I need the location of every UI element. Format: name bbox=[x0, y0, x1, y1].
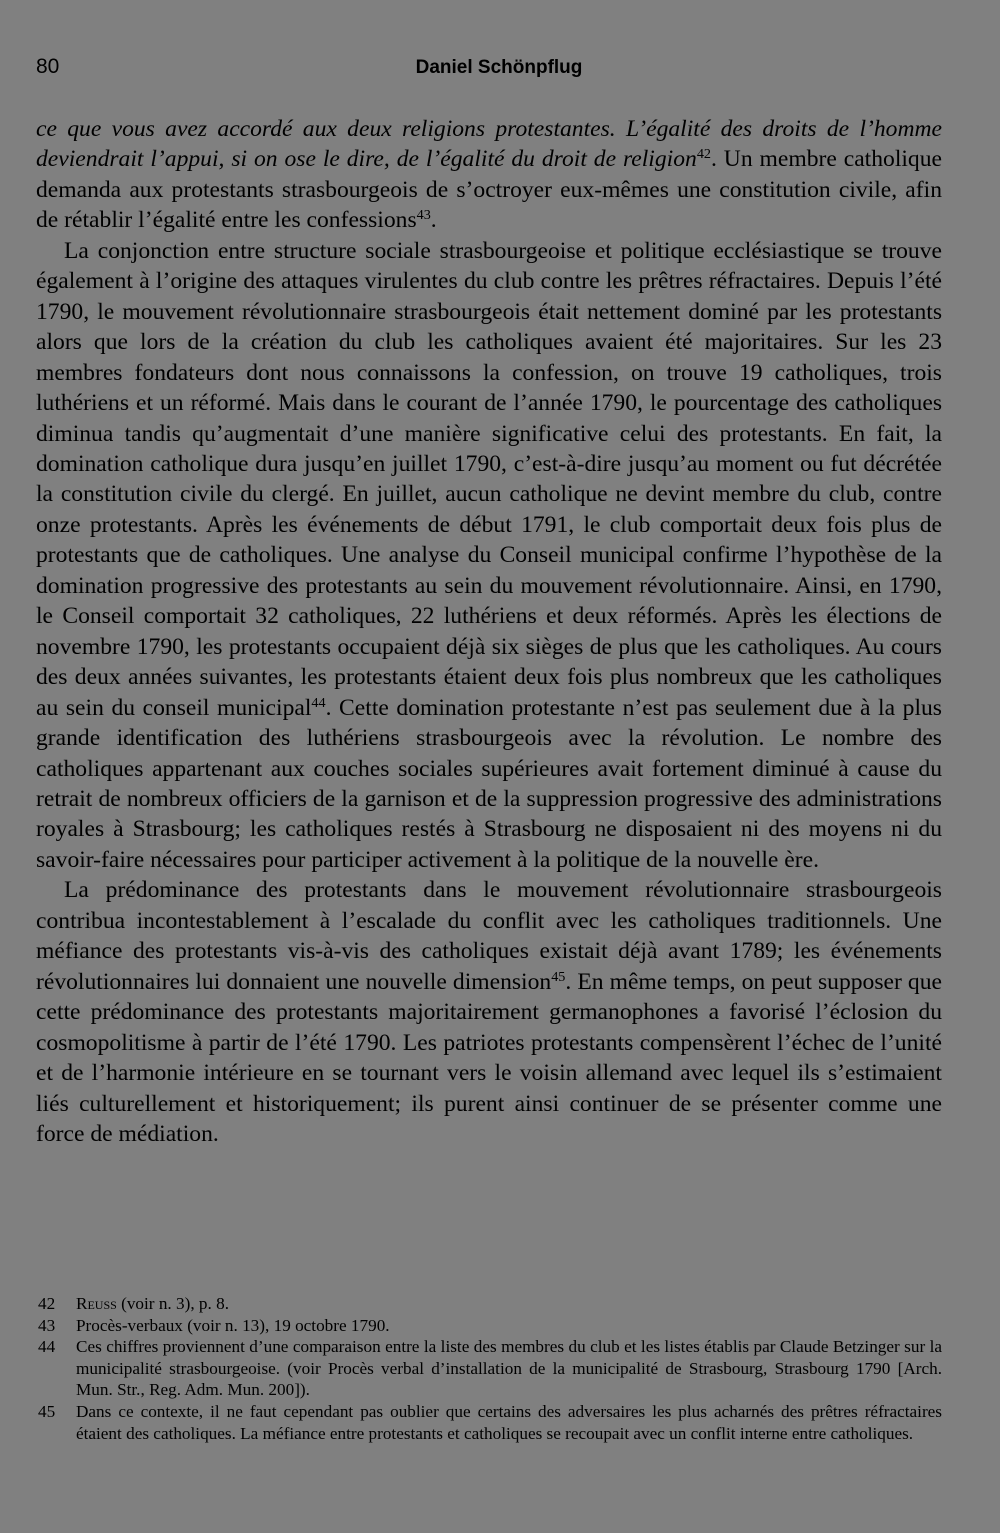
footnote-ref-43: 43 bbox=[416, 207, 431, 224]
italic-quote: ce que vous avez accordé aux deux religions protestantes. L’égalité des droits de l’homme deviendrait l’appui, si on ose le dire, de l’égalité du droit de religion bbox=[36, 116, 942, 173]
paragraph-2 bbox=[36, 236, 942, 876]
footnote-ref-45: 45 bbox=[551, 968, 566, 985]
footnote-45 bbox=[38, 1401, 942, 1444]
paragraph-3-text-b: . En même temps, on peut supposer que cette prédominance des protestants majoritairement germanophones a favorisé l’éclosion du cosmopolitisme à partir de l’été 1790. Les patriotes protestants compensèrent l’échec de l’unité et de l’harmonie intérieure en se tournant vers le voisin allemand avec lequel ils s’estimaient liés culturellement et historiquement; ils purent ainsi continuer de se présenter comme une force de médiation. bbox=[36, 968, 942, 1147]
paragraph-3-text-a: La prédominance des protestants dans le mouvement révolutionnaire strasbourgeois contribua incontestablement à l’escalade du conflit avec les catholiques traditionnels. Une méfiance des protestants vis-à-vis des catholiques existait déjà avant 1789; les événements révolutionnaires lui donnaient une nouvelle dimension bbox=[36, 877, 942, 995]
footnote-43 bbox=[38, 1315, 942, 1337]
footnote-number: 42 bbox=[38, 1294, 56, 1313]
running-head: Daniel Schönpflug bbox=[415, 57, 583, 78]
page-header bbox=[36, 55, 962, 87]
paragraph-2-text-a: La conjonction entre structure sociale strasbourgeoise et politique ecclésiastique se trouve également à l’origine des attaques virulentes du club contre les prêtres réfractaires. Depuis l’été 1790, le mouvement révolutionnaire strasbourgeois était nettement dominé par les protestants alors que lors de la création du club les catholiques avaient été majoritaires. Sur les 23 membres fondateurs dont nous connaissons la confession, on trouve 19 catholiques, trois luthériens et un réformé. Mais dans le courant de l’année 1790, le pourcentage des catholiques diminua tandis qu’augmentait d’une manière significative celui des protestants. En fait, la domination catholique dura jusqu’en juillet 1790, c’est-à-dire jusqu’au moment ou fut décrétée la constitution civile du clergé. En juillet, aucun catholique ne devint membre du club, contre onze protestants. Après les événements de début 1791, le club comportait deux fois plus de protestants que de catholiques. Une analyse du Conseil municipal confirme l’hypothèse de la domination progressive des protestants au sein du mouvement révolutionnaire. Ainsi, en 1790, le Conseil comportait 32 catholiques, 22 luthériens et deux réformés. Après les élections de novembre 1790, les protestants occupaient déjà six sièges de plus que les catholiques. Au cours des deux années suivantes, les protestants étaient deux fois plus nombreux que les catholiques au sein du conseil municipal bbox=[36, 237, 942, 721]
footnote-body: (voir n. 3), p. 8. bbox=[116, 1294, 229, 1313]
footnote-text: Ces chiffres proviennent d’une comparaison entre la liste des membres du club et les listes établis par Claude Betzinger sur la municipalité strasbourgeoise. (voir Procès verbal d’installation de la municipalité de Strasbourg, Strasbourg 1790 [Arch. Mun. Str., Reg. Adm. Mun. 200]). bbox=[76, 1337, 942, 1400]
paragraph-3 bbox=[36, 875, 942, 1149]
footnote-42 bbox=[38, 1293, 942, 1315]
body-text bbox=[36, 114, 942, 1149]
paragraph-1 bbox=[36, 114, 942, 236]
footnote-text bbox=[76, 1293, 942, 1315]
footnote-author: Reuss bbox=[76, 1294, 117, 1313]
footnotes bbox=[38, 1293, 942, 1444]
footnote-ref-42: 42 bbox=[696, 146, 711, 163]
footnote-text: Procès-verbaux (voir n. 13), 19 octobre 1790. bbox=[76, 1315, 390, 1335]
footnote-number: 45 bbox=[38, 1401, 56, 1421]
footnote-ref-44: 44 bbox=[311, 694, 326, 711]
footnote-text: Dans ce contexte, il ne faut cependant pas oublier que certains des adversaires les plus acharnés des prêtres réfractaires étaient des catholiques. La méfiance entre protestants et catholiques se recoupait avec un conflit interne entre catholiques. bbox=[76, 1401, 942, 1443]
footnote-number: 43 bbox=[38, 1315, 56, 1335]
footnote-number: 44 bbox=[38, 1337, 56, 1357]
paragraph-2-text-b: . Cette domination protestante n’est pas seulement due à la plus grande identification des luthériens strasbourgeois avec la révolution. Le nombre des catholiques appartenant aux couches sociales supérieures avait fortement diminué à cause du retrait de nombreux officiers de la garnison et de la suppression progressive des administrations royales à Strasbourg; les catholiques restés à Strasbourg ne disposaient ni des moyens ni du savoir-faire nécessaires pour participer activement à la politique de la nouvelle ère. bbox=[36, 694, 942, 873]
page-number: 80 bbox=[36, 55, 60, 78]
paragraph-1-text: . Un membre catholique demanda aux protestants strasbourgeois de s’octroyer eux-mêmes une constitution civile, afin de rétablir l’égalité entre les confessions bbox=[36, 146, 942, 234]
footnote-44 bbox=[38, 1336, 942, 1401]
paragraph-1-end: . bbox=[430, 207, 437, 234]
